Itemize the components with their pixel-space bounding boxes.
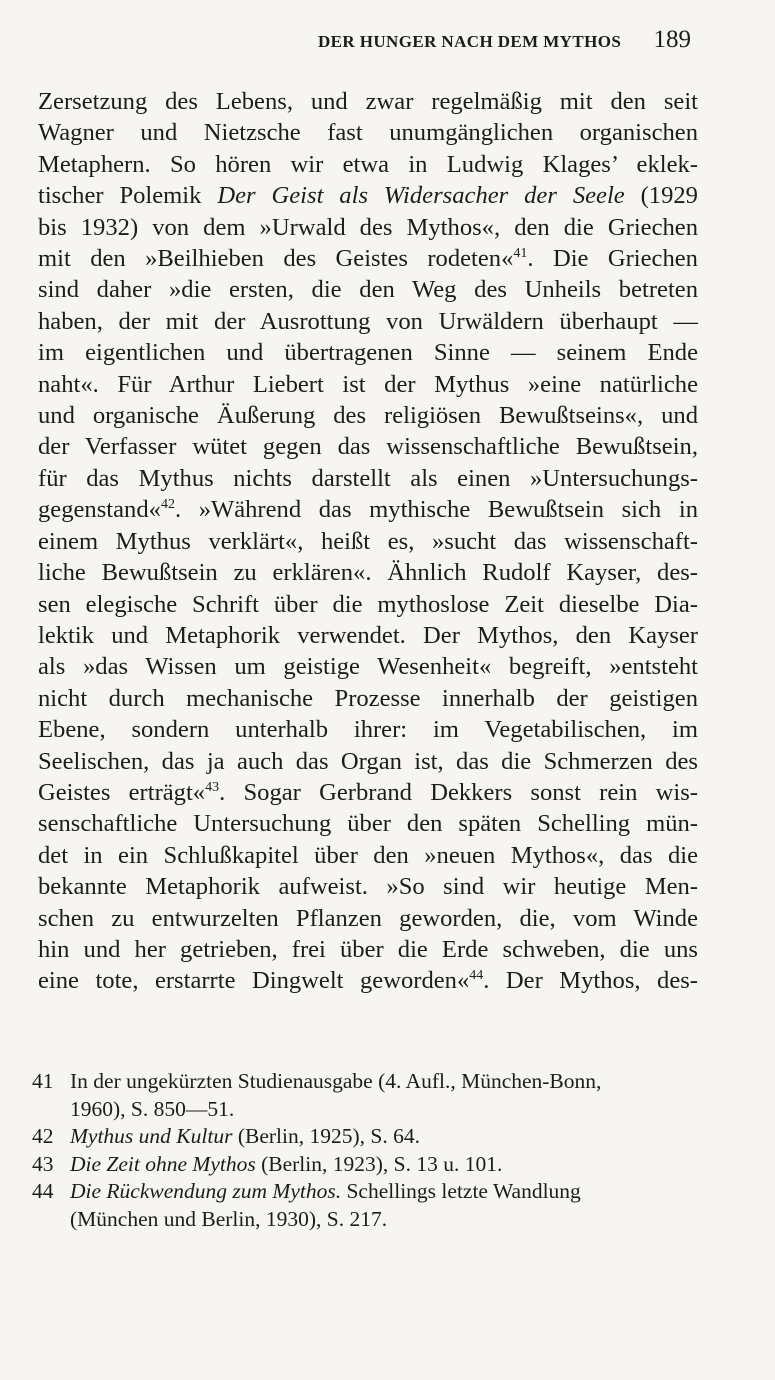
footnote-line: In der ungekürzten Studienausgabe (4. Aufl., München-Bonn, (70, 1069, 602, 1093)
text-line: Geistes erträgt«$^{43}$. Sogar Gerbrand Dekkers sonst rein wis- (38, 778, 698, 806)
footnote-number: 42 (32, 1124, 54, 1148)
text-line: gegenstand«$^{42}$. »Während das mythische Bewußtsein sich in (38, 496, 698, 524)
footnote-line: (München und Berlin, 1930), S. 217. (70, 1206, 388, 1231)
text-line: bekannte Metaphorik aufweist. »So sind wir heutige Men- (38, 873, 698, 901)
footnote-ref: 43 (205, 779, 220, 795)
text-line: nicht durch mechanische Prozesse innerhalb der geistigen (38, 684, 698, 712)
footnote-text (70, 1068, 700, 1123)
text-line: und organische Äußerung des religiösen Bewußtseins«, und (38, 402, 698, 430)
footnote (32, 1178, 700, 1233)
text-line: schen zu entwurzelten Pflanzen geworden, die, vom Winde (38, 904, 698, 932)
text-line: Wagner und Nietzsche fast unumgänglichen organischen (38, 119, 698, 147)
running-head: DER HUNGER NACH DEM MYTHOS (318, 32, 622, 51)
footnote (32, 1151, 700, 1179)
text-line: Zersetzung des Lebens, und zwar regelmäßig mit den seit (38, 88, 698, 115)
text-line: im eigentlichen und übertragenen Sinne — seinem Ende (38, 339, 698, 367)
footnote-ref: 44 (469, 968, 484, 984)
text-line: naht«. Für Arthur Liebert ist der Mythus »eine natürliche (38, 370, 698, 398)
text-line: liche Bewußtsein zu erklären«. Ähnlich Rudolf Kayser, des- (38, 559, 698, 587)
text-line: det in ein Schlußkapitel über den »neuen Mythos«, das die (38, 841, 698, 869)
footnote-line: 1960), S. 850—51. (70, 1096, 235, 1121)
footnotes (32, 1068, 700, 1233)
text-line: haben, der mit der Ausrottung von Urwäldern überhaupt — (38, 307, 698, 335)
text-line: lektik und Metaphorik verwendet. Der Mythos, den Kayser (38, 621, 698, 649)
body-text (38, 86, 698, 997)
text-line: tischer Polemik Der Geist als Widersacher der Seele (1929 (38, 182, 698, 210)
footnote-line: Mythus und Kultur (Berlin, 1925), S. 64. (70, 1124, 420, 1148)
footnote-text (70, 1123, 700, 1151)
footnote-number: 44 (32, 1179, 54, 1203)
footnote-ref: 41 (513, 246, 528, 262)
footnote-ref: 42 (160, 497, 175, 513)
footnote (32, 1068, 700, 1123)
footnote-line: Die Rückwendung zum Mythos. Schellings letzte Wandlung (70, 1179, 581, 1203)
text-line: sind daher »die ersten, die den Weg des Unheils betreten (38, 276, 698, 304)
footnote-number: 41 (32, 1069, 54, 1093)
footnote-line: Die Zeit ohne Mythos (Berlin, 1923), S. 13 u. 101. (70, 1151, 503, 1176)
footnote-number: 43 (32, 1151, 54, 1176)
text-line: Seelischen, das ja auch das Organ ist, das die Schmerzen des (38, 747, 698, 775)
text-line: Metaphern. So hören wir etwa in Ludwig Klages’ eklek- (38, 150, 698, 178)
text-line: als »das Wissen um geistige Wesenheit« begreift, »entsteht (38, 653, 698, 681)
text-line: eine tote, erstarrte Dingwelt geworden«$^{44}$. Der Mythos, des- (38, 967, 699, 995)
text-line: einem Mythus verklärt«, heißt es, »sucht das wissenschaft- (38, 527, 698, 555)
text-line: mit den »Beilhieben des Geistes rodeten«$^{41}$. Die Griechen (38, 245, 698, 273)
text-line: für das Mythus nichts darstellt als einen »Untersuchungs- (38, 464, 698, 492)
text-line: senschaftliche Untersuchung über den späten Schelling mün- (38, 810, 698, 838)
text-line: bis 1932) von dem »Urwald des Mythos«, den die Griechen (38, 213, 698, 241)
text-line: sen elegische Schrift über die mythoslose Zeit dieselbe Dia- (38, 590, 698, 618)
text-line: hin und her getrieben, frei über die Erde schweben, die uns (38, 935, 698, 963)
page-header (318, 26, 691, 54)
footnote-text (70, 1178, 700, 1233)
text-line: der Verfasser wütet gegen das wissenschaftliche Bewußtsein, (38, 433, 698, 461)
footnote (32, 1123, 700, 1151)
footnote-text (70, 1151, 700, 1179)
page-number: 189 (653, 26, 691, 53)
text-line: Ebene, sondern unterhalb ihrer: im Vegetabilischen, im (38, 716, 698, 744)
